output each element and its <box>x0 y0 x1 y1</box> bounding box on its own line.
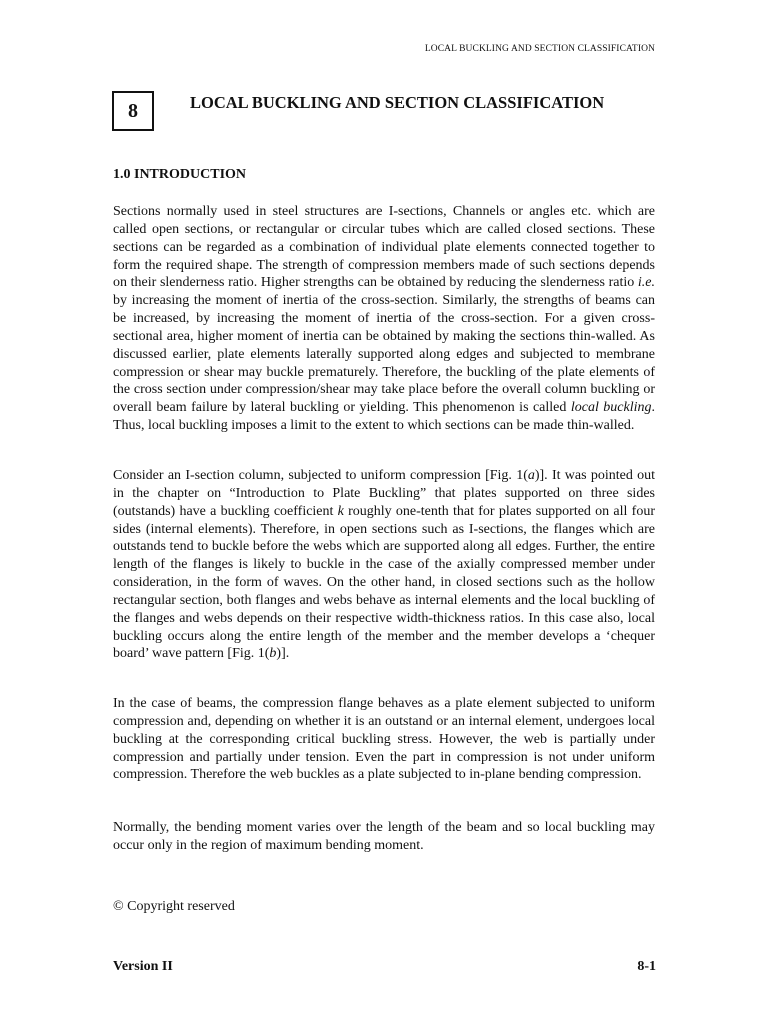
text-run: . Thus, local buckling imposes a limit to the extent to which sections can be made thin-walled. <box>113 400 655 434</box>
paragraph-4 <box>113 819 655 855</box>
italic-text-run: k <box>337 503 344 519</box>
text-run: Sections normally used in steel structures are I-sections, Channels or angles etc. which are called open sections, or rectangular or circular tubes which are called closed sections. These sections can be regarded as a combination of individual plate elements connected together to form the required shape. The strength of compression members made of such sections depends on their slenderness ratio. Higher strengths can be obtained by reducing the slenderness ratio <box>113 204 655 291</box>
text-run: by increasing the moment of inertia of the cross-section. Similarly, the strengths of beams can be increased, by increasing the moment of inertia of the cross-section. For a given cross-sectional area, higher moment of inertia can be obtained by making the sections thin-walled. As discussed earlier, plate elements laterally supported along edges and subjected to membrane compression or shear may buckle prematurely. Therefore, the buckling of the plate elements of the cross section under compression/shear may take place before the overall column buckling or overall beam failure by lateral buckling or yielding. This phenomenon is called <box>113 293 655 416</box>
text-run: roughly one-tenth that for plates supported on all four sides (internal elements). Therefore, in open sections such as I-sections, the flanges which are outstands tend to buckle before the webs which are supported along all edges. Further, the entire length of the flanges is likely to buckle in the case of the axially compressed member under consideration, in the form of waves. On the other hand, in closed sections such as the hollow rectangular section, both flanges and webs behave as internal elements and the local buckling of the flanges and webs depends on their respective width-thickness ratios. In this case also, local buckling occurs along the entire length of the member and the member develops a ‘chequer board’ wave pattern [Fig. 1( <box>113 503 655 662</box>
text-run: Normally, the bending moment varies over the length of the beam and so local buckling may occur only in the region of maximum bending moment. <box>113 820 655 853</box>
chapter-title: LOCAL BUCKLING AND SECTION CLASSIFICATION <box>190 93 605 112</box>
footer-version: Version II <box>113 959 173 974</box>
chapter-number-box <box>112 91 154 131</box>
italic-text-run: a <box>527 468 535 483</box>
text-run: Consider an I-section column, subjected to uniform compression [Fig. 1( <box>113 468 528 483</box>
copyright-notice: © Copyright reserved <box>113 899 235 914</box>
italic-text-run: b <box>269 646 277 662</box>
paragraph-2 <box>113 467 655 663</box>
italic-text-run: local buckling <box>570 400 652 416</box>
text-run: )]. It was pointed out in the chapter on “Introduction to Plate Buckling” that plates supported on three sides (outstands) have a buckling coefficient <box>113 468 655 519</box>
text-run: )]. <box>276 646 290 662</box>
running-header: LOCAL BUCKLING AND SECTION CLASSIFICATION <box>424 44 655 54</box>
paragraph-1 <box>113 203 655 435</box>
italic-text-run: i.e. <box>637 275 655 291</box>
paragraph-3 <box>113 695 655 784</box>
footer-page-number: 8-1 <box>637 959 656 974</box>
section-heading: 1.0 INTRODUCTION <box>113 167 247 182</box>
chapter-number: 8 <box>128 99 138 122</box>
text-run: In the case of beams, the compression flange behaves as a plate element subjected to uniform compression and, depending on whether it is an outstand or an internal element, undergoes local buckling at the corresponding critical buckling stress. However, the web is partially under compression and partially under tension. Even the part in compression is not under uniform compression. Therefore the web buckles as a plate subjected to in-plane bending compression. <box>113 696 655 783</box>
